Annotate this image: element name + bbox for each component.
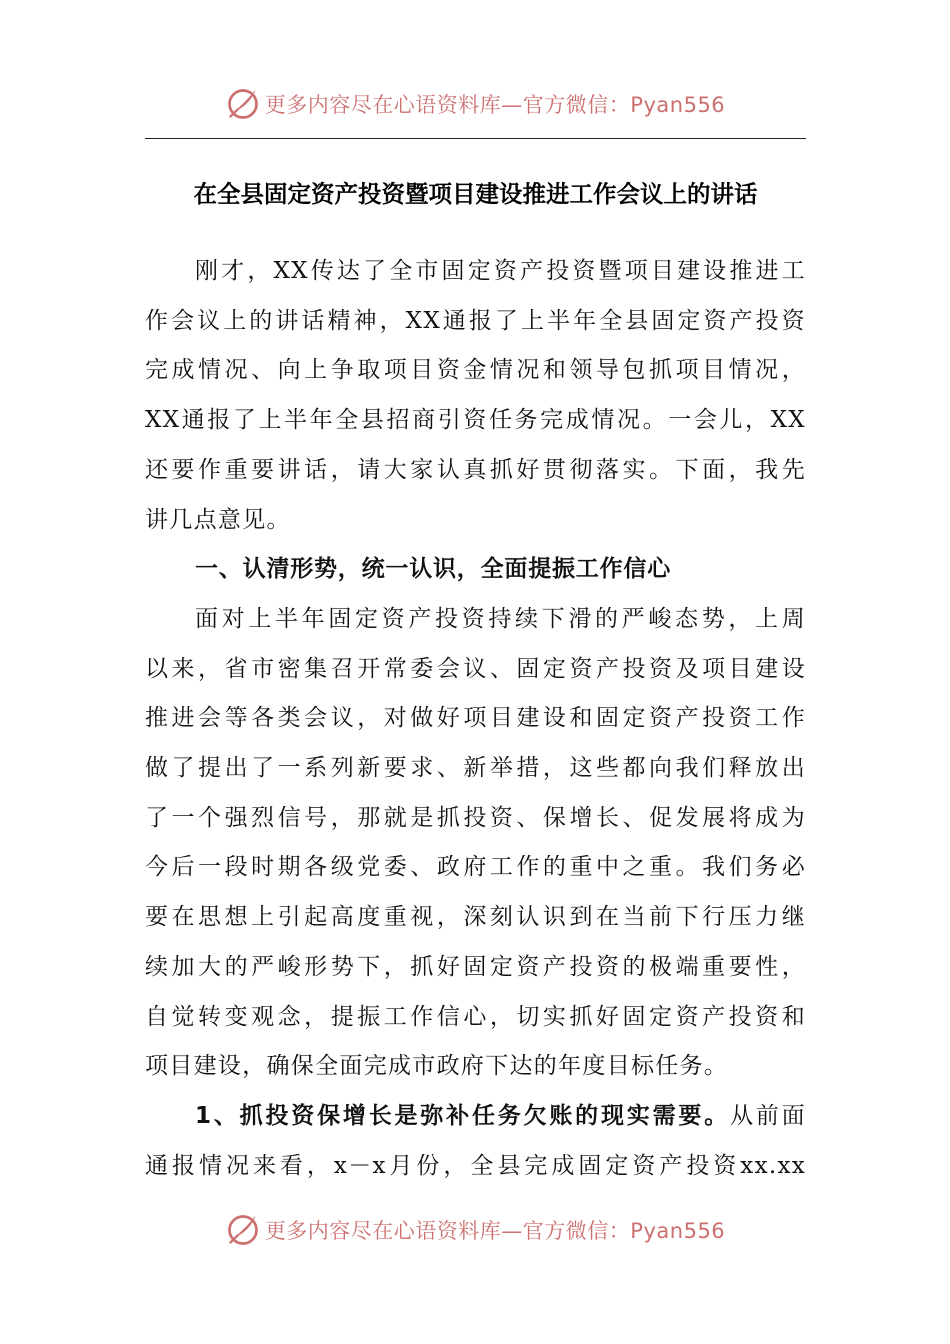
text-line: 还要作重要讲话，请大家认真抓好贯彻落实。下面，我先 [145,456,806,483]
text-line: 以来，省市密集召开常委会议、固定资产投资及项目建设 [145,655,806,682]
text-line [145,1092,806,1142]
watermark-text: 更多内容尽在心语资料库—官方微信：Pyan556 [264,1219,726,1243]
text-run: 从前面 [730,1102,806,1129]
quill-logo-icon [225,86,261,122]
text-line: 讲几点意见。 [145,506,291,533]
watermark-header [0,82,950,126]
text-line: 今后一段时期各级党委、政府工作的重中之重。我们务必 [145,854,806,881]
text-line: 了一个强烈信号，那就是抓投资、保增长、促发展将成为 [145,804,806,831]
text-line: 做了提出了一系列新要求、新举措，这些都向我们释放出 [145,755,806,782]
text-line: 通报情况来看，x－x月份，全县完成固定资产投资xx.xx [145,1152,806,1179]
bold-lead-sentence: 1、抓投资保增长是弥补任务欠账的现实需要。 [195,1102,731,1129]
quill-logo-icon [225,1212,261,1248]
text-line: 项目建设，确保全面完成市政府下达的年度目标任务。 [145,1053,729,1080]
document-title: 在全县固定资产投资暨项目建设推进工作会议上的讲话 [193,180,758,208]
paragraph-1 [145,247,806,545]
paragraph-3 [145,1092,806,1191]
paragraph-2 [145,595,806,1092]
header-divider [145,138,806,139]
text-line: 完成情况、向上争取项目资金情况和领导包抓项目情况， [145,357,806,384]
text-line: 续加大的严峻形势下，抓好固定资产投资的极端重要性， [145,953,806,980]
text-line: 刚才，XX传达了全市固定资产投资暨项目建设推进工 [195,258,806,284]
document-body [145,247,806,1191]
section-heading-1: 一、认清形势，统一认识，全面提振工作信心 [195,556,671,583]
text-line: 面对上半年固定资产投资持续下滑的严峻态势，上周 [195,605,806,632]
text-line: 作会议上的讲话精神，XX通报了上半年全县固定资产投资 [145,307,806,334]
text-line: 要在思想上引起高度重视，深刻认识到在当前下行压力继 [145,904,806,931]
text-line: 推进会等各类会议，对做好项目建设和固定资产投资工作 [145,705,806,732]
watermark-text: 更多内容尽在心语资料库—官方微信：Pyan556 [264,93,726,117]
text-line: 自觉转变观念，提振工作信心，切实抓好固定资产投资和 [145,1003,806,1030]
watermark-footer [0,1208,950,1252]
text-line: XX通报了上半年全县招商引资任务完成情况。一会儿，XX [145,407,806,434]
